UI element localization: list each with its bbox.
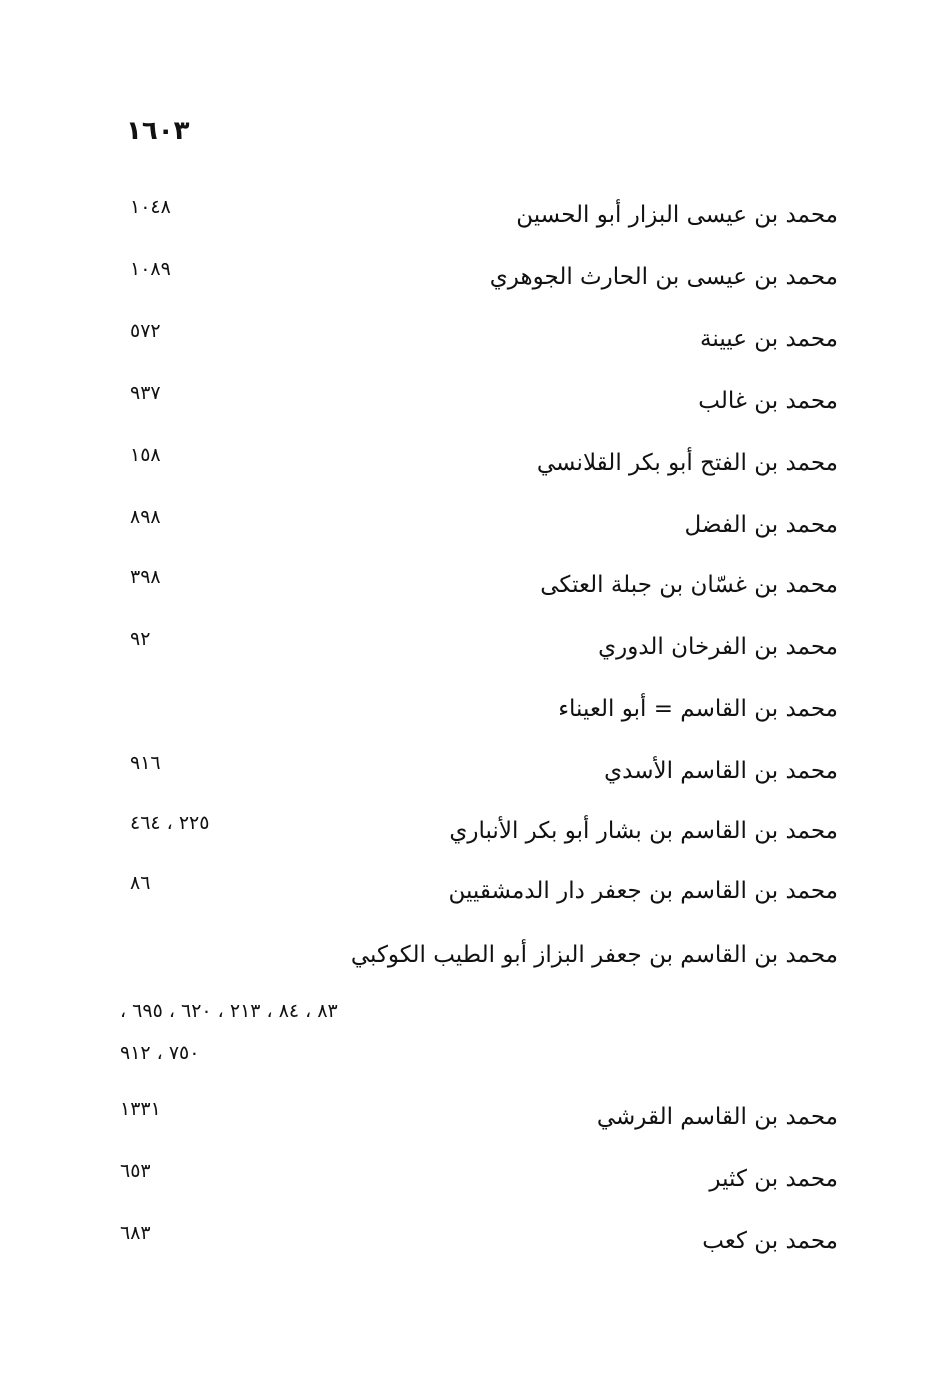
index-entry	[0, 1222, 950, 1268]
entry-name: محمد بن القاسم = أبو العيناء	[558, 696, 838, 722]
entry-refs: ٣٩٨	[130, 566, 161, 588]
continued-refs-line: ٨٣ ، ٨٤ ، ٢١٣ ، ٦٢٠ ، ٦٩٥ ،	[120, 1000, 338, 1022]
entry-refs: ٦٨٣	[120, 1222, 151, 1244]
entry-name: محمد بن غسّان بن جبلة العتكى	[540, 572, 838, 598]
entry-refs: ٩٢	[130, 628, 151, 650]
entry-refs: ١٠٨٩	[130, 258, 171, 280]
index-entry	[0, 382, 950, 428]
index-entry	[0, 196, 950, 242]
continued-refs-line: ٧٥٠ ، ٩١٢	[120, 1042, 200, 1064]
entry-name: محمد بن القاسم القرشي	[596, 1104, 838, 1130]
entry-refs: ٨٩٨	[130, 506, 161, 528]
page-number: ١٦٠٣	[126, 116, 190, 146]
index-entry	[0, 444, 950, 490]
entry-refs: ٩١٦	[130, 752, 161, 774]
index-entry	[0, 320, 950, 366]
index-entry	[0, 506, 950, 552]
entry-name: محمد بن عيسى البزار أبو الحسين	[516, 202, 838, 228]
entry-name: محمد بن القاسم بن جعفر دار الدمشقيين	[448, 878, 838, 904]
continued-refs	[120, 1000, 338, 1084]
entry-refs: ٥٧٢	[130, 320, 161, 342]
index-entry	[0, 628, 950, 674]
index-entry	[0, 872, 950, 918]
entry-name: محمد بن الفضل	[684, 512, 838, 538]
index-entry	[0, 696, 950, 736]
entry-refs: ١٣٣١	[120, 1098, 161, 1120]
entry-name: محمد بن عيينة	[700, 326, 838, 352]
entry-refs: ١٥٨	[130, 444, 161, 466]
entry-name: محمد بن كعب	[702, 1228, 838, 1254]
entry-name: محمد بن كثير	[709, 1166, 838, 1192]
index-entry	[0, 258, 950, 304]
entry-name: محمد بن عيسى بن الحارث الجوهري	[489, 264, 838, 290]
entry-name: محمد بن غالب	[698, 388, 838, 414]
entry-refs: ٨٦	[130, 872, 151, 894]
index-entry	[0, 752, 950, 798]
index-entry	[0, 1160, 950, 1206]
entry-refs: ٢٢٥ ، ٤٦٤	[130, 812, 210, 834]
entry-refs: ١٠٤٨	[130, 196, 171, 218]
entry-refs: ٦٥٣	[120, 1160, 151, 1182]
entry-name: محمد بن القاسم بن بشار أبو بكر الأنباري	[449, 818, 838, 844]
entry-refs: ٩٣٧	[130, 382, 161, 404]
entry-name: محمد بن القاسم الأسدي	[604, 758, 838, 784]
entry-name: محمد بن الفرخان الدوري	[598, 634, 838, 660]
index-entry	[0, 566, 950, 612]
index-entry	[0, 942, 950, 982]
entry-name: محمد بن الفتح أبو بكر القلانسي	[536, 450, 838, 476]
index-entry	[0, 1098, 950, 1144]
index-entry	[0, 812, 950, 858]
entry-name: محمد بن القاسم بن جعفر البزاز أبو الطيب الكوكبي	[350, 942, 838, 968]
